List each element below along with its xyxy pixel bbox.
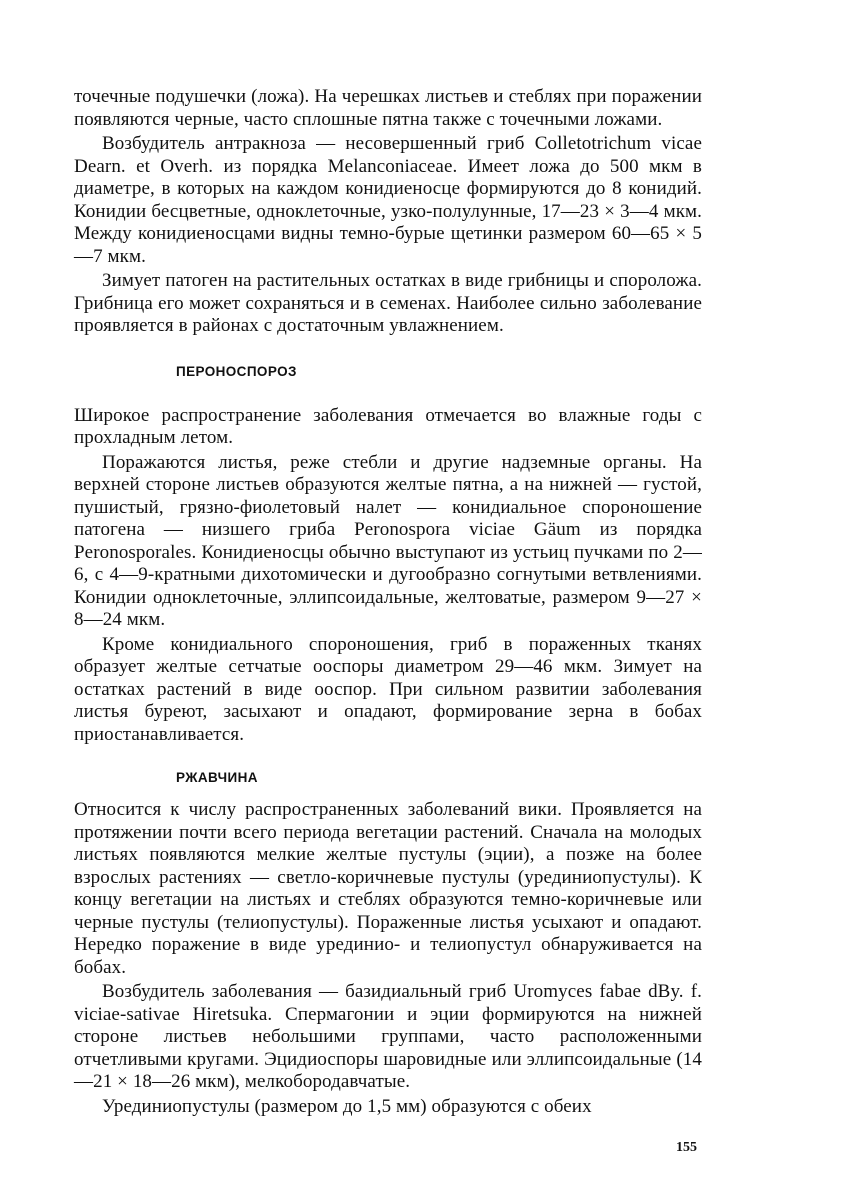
- page-number: 155: [676, 1140, 697, 1155]
- page-body: [74, 86, 702, 1120]
- paragraph-anthracnose-pathogen: Возбудитель антракноза — несовершенный гриб Colletotrichum vicae Dearn. et Overh. из порядка Melanconiaceae. Имеет ложа до 500 мкм в диаметре, в которых на каждом конидиеносце формируются до 8 конидий. Конидии бесцветные, одноклеточные, узко-полулунные, 17—23 × 3—4 мкм. Между конидиеносцами видны темно-бурые щетинки размером 60—65 × 5—7 мкм.: [74, 133, 702, 267]
- paragraph-rust-uredinio: Урединиопустулы (размером до 1,5 мм) образуются с обеих: [102, 1095, 592, 1117]
- section-heading-peronosporoz: ПЕРОНОСПОРОЗ: [176, 363, 297, 379]
- paragraph-peronosporoz-oospores: Кроме конидиального спороношения, гриб в пораженных тканях образует желтые сетчатые ооспоры диаметром 29—46 мкм. Зимует на остатках растений в виде ооспор. При сильном развитии заболевания листья буреют, засыхают и опадают, формирование зерна в бобах приостанавливается.: [74, 633, 702, 745]
- paragraph-continuation: точечные подушечки (ложа). На черешках листьев и стеблях при поражении появляются черные, часто сплошные пятна также с точечными ложами.: [74, 86, 702, 130]
- section-heading-rzhavchina: РЖАВЧИНА: [176, 770, 258, 785]
- paragraph-rust-pathogen: Возбудитель заболевания — базидиальный гриб Uromyces fabae dBy. f. viciae-sativae Hiretsuka. Спермагонии и эции формируются на нижней стороне листьев небольшими группами, часто расположенными отчетливыми кругами. Эцидиоспоры шаровидные или эллипсоидальные (14—21 × 18—26 мкм), мелкобородавчатые.: [74, 981, 702, 1092]
- paragraph-rust-intro: Относится к числу распространенных заболеваний вики. Проявляется на протяжении почти всего периода вегетации растений. Сначала на молодых листьях появляются мелкие желтые пустулы (эции), а позже на более взрослых растениях — светло-коричневые пустулы (урединиопустулы). К концу вегетации на листьях и стеблях образуются темно-коричневые или черные пустулы (телиопустулы). Пораженные листья усыхают и опадают. Нередко поражение в виде урединио- и телиопустул обнаруживается на бобах.: [74, 799, 702, 978]
- paragraph-peronosporoz-symptoms: Поражаются листья, реже стебли и другие надземные органы. На верхней стороне листьев образуются желтые пятна, а на нижней — густой, пушистый, грязно-фиолетовый налет — конидиальное спороношение патогена — низшего гриба Peronospora viciae Gäum из порядка Peronosporales. Конидиеносцы обычно выступают из устьиц пучками по 2—6, с 4—9-кратными дихотомически и дугообразно согнутыми ветвлениями. Конидии одноклеточные, эллипсоидальные, желтоватые, размером 9—27 × 8—24 мкм.: [74, 451, 702, 630]
- paragraph-peronosporoz-intro: Широкое распространение заболевания отмечается во влажные годы с прохладным летом.: [74, 404, 702, 448]
- paragraph-anthracnose-overwinter: Зимует патоген на растительных остатках в виде грибницы и спороложа. Грибница его может сохраняться и в семенах. Наиболее сильно заболевание проявляется в районах с достаточным увлажнением.: [74, 270, 702, 336]
